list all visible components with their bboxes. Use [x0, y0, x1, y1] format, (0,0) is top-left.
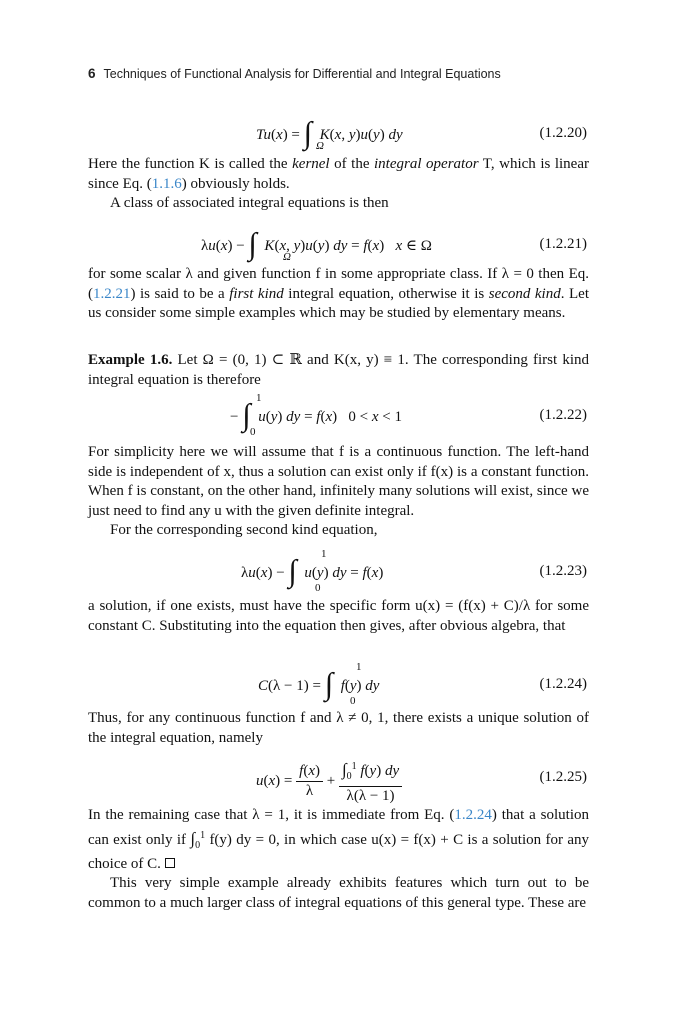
- paragraph: For simplicity here we will assume that f is a continuous function. The left-hand side is independent of x, thus a solution can exist only if f(x) is a constant function. When f is constant, on the other hand, infinitely many solutions will exist, since we just need to find any u with the given definite integral.: [88, 444, 589, 519]
- equation-number: (1.2.22): [539, 407, 587, 423]
- example-label: Example 1.6.: [88, 352, 173, 368]
- running-header: [88, 66, 501, 81]
- equation-number: (1.2.24): [539, 676, 587, 692]
- paragraph: Thus, for any continuous function f and λ ≠ 0, 1, there exists a unique solution of the integral equation, namely: [88, 710, 589, 746]
- paragraph: This very simple example already exhibits features which turn out to be common to a much larger class of integral equations of this general type. These are: [88, 875, 589, 911]
- example-paragraph: Example 1.6. Let Ω = (0, 1) ⊂ ℝ and K(x, y) ≡ 1. The corresponding first kind integral equation is therefore: [88, 352, 590, 388]
- equation-number: (1.2.20): [539, 125, 587, 141]
- paragraph: a solution, if one exists, must have the specific form u(x) = (f(x) + C)/λ for some constant C. Substituting into the equation then gives, after obvious algebra, that: [88, 598, 589, 634]
- equation-1-2-23: λu(x) − ∫ 0 1 u(y) dy = f(x) (1.2.23): [241, 548, 587, 594]
- paragraph: A class of associated integral equations is then: [110, 195, 389, 211]
- equation-1-2-22: − ∫ 0 1 u(y) dy = f(x) 0 < x < 1 (1.2.22): [230, 392, 587, 438]
- equation-1-2-20: Tu(x) = ∫ Ω K(x, y)u(y) dy (1.2.20): [256, 115, 587, 152]
- equation-1-2-24: C(λ − 1) = ∫ 0 1 f(y) dy (1.2.24): [258, 661, 587, 707]
- equation-number: (1.2.25): [539, 769, 587, 785]
- equation-number: (1.2.23): [539, 563, 587, 579]
- paragraph: In the remaining case that λ = 1, it is immediate from Eq. (1.2.24) that a solution can exist only if $\int_0^1$ f(y) dy = 0, in which case u(x) = f(x) + C is a solution for any choice of C.: [88, 807, 589, 872]
- equation-1-2-21: λu(x) − ∫ Ω K(x, y)u(y) dy = f(x) x ∈ Ω (1.2.21): [201, 226, 587, 263]
- equation-ref-link[interactable]: 1.2.24: [454, 807, 492, 823]
- paragraph: Here the function K is called the kernel of the integral operator T, which is linear since Eq. (1.1.6) obviously holds.: [88, 156, 589, 192]
- equation-1-2-25: u(x) = $\frac{f(x)}{\lambda}$ + $\frac{\int_0^1 f(y) dy}{\lambda(\lambda - 1)}$ (1.2.25): [88, 757, 589, 801]
- equation-ref-link[interactable]: 1.2.21: [93, 285, 131, 302]
- equation-number: (1.2.21): [539, 236, 587, 252]
- paragraph: for some scalar λ and given function f in some appropriate class. If λ = 0 then Eq. (1.2.21) is said to be a first kind integral equation, otherwise it is second kind. Let us consider some simple examples which may be studied by elementary means.: [88, 266, 589, 321]
- page-number: 6: [88, 66, 96, 81]
- qed-box-icon: [165, 858, 175, 868]
- paragraph: For the corresponding second kind equation,: [110, 522, 378, 538]
- running-title: Techniques of Functional Analysis for Differential and Integral Equations: [103, 67, 501, 81]
- equation-ref-link[interactable]: 1.1.6: [151, 175, 182, 192]
